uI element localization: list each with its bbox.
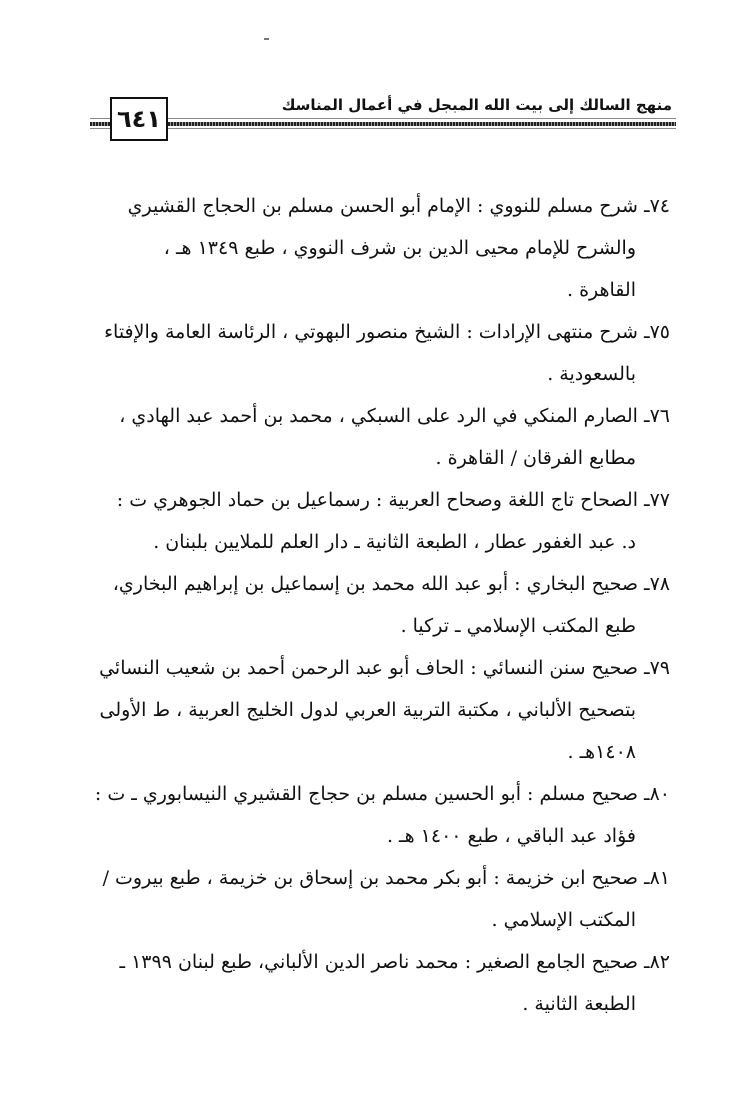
entry-line: ١٤٠٨هـ . — [567, 741, 636, 763]
bibliography-entry — [70, 479, 670, 563]
entry-line: ٨٠ـ صحيح مسلم : أبو الحسين مسلم بن حجاج القشيري النيسابوري ـ ت : — [94, 783, 670, 805]
bibliography-list — [70, 185, 670, 1025]
bibliography-entry — [70, 647, 670, 773]
entry-line: القاهرة . — [566, 279, 636, 301]
bibliography-entry — [70, 941, 670, 1025]
entry-line: والشرح للإمام محيى الدين بن شرف النووي ، طبع ١٣٤٩ هـ ، — [163, 237, 636, 259]
entry-line: بالسعودية . — [547, 363, 636, 385]
entry-line: ٧٩ـ صحيح سنن النسائي : الحاف أبو عبد الرحمن أحمد بن شعيب النسائي — [99, 657, 670, 679]
header-rule-top — [90, 118, 676, 119]
page-number: ٦٤١ — [117, 105, 161, 133]
entry-line: ٨٢ـ صحيح الجامع الصغير : محمد ناصر الدين الألباني، طبع لبنان ١٣٩٩ ـ — [119, 951, 670, 973]
bibliography-entry — [70, 563, 670, 647]
entry-line: ٧٦ـ الصارم المنكي في الرد على السبكي ، محمد بن أحمد عبد الهادي ، — [119, 405, 670, 427]
entry-line: ٧٧ـ الصحاح تاج اللغة وصحاح العربية : رسماعيل بن حماد الجوهري ت : — [116, 489, 670, 511]
entry-line: ٨١ـ صحيح ابن خزيمة : أبو بكر محمد بن إسحاق بن خزيمة ، طبع بيروت / — [102, 867, 670, 889]
entry-line: المكتب الإسلامي . — [491, 909, 636, 931]
bibliography-entry — [70, 857, 670, 941]
entry-line: فؤاد عبد الباقي ، طبع ١٤٠٠ هـ . — [386, 825, 636, 847]
entry-line: بتصحيح الألباني ، مكتبة التربية العربي لدول الخليج العربية ، ط الأولى — [99, 699, 636, 721]
bibliography-entry — [70, 311, 670, 395]
bibliography-entry — [70, 773, 670, 857]
header-rule-bottom — [90, 128, 676, 129]
entry-line: ٧٨ـ صحيح البخاري : أبو عبد الله محمد بن إسماعيل بن إبراهيم البخاري، — [112, 573, 670, 595]
bibliography-entry — [70, 185, 670, 311]
scan-speck — [264, 38, 269, 40]
header-rule-hatched — [90, 122, 676, 126]
entry-line: مطابع الفرقان / القاهرة . — [435, 447, 636, 469]
entry-line: ٧٥ـ شرح منتهى الإرادات : الشيخ منصور البهوتي ، الرئاسة العامة والإفتاء — [104, 321, 670, 343]
bibliography-entry — [70, 395, 670, 479]
entry-line: ٧٤ـ شرح مسلم للنووي : الإمام أبو الحسن مسلم بن الحجاج القشيري — [127, 195, 670, 217]
entry-line: د. عبد الغفور عطار ، الطبعة الثانية ـ دار العلم للملايين بلبنان . — [153, 531, 636, 553]
running-header-title: منهج السالك إلى بيت الله المبجل في أعمال المناسك — [281, 96, 672, 114]
entry-line: طبع المكتب الإسلامي ـ تركيا . — [400, 615, 636, 637]
page-number-box — [110, 97, 168, 141]
entry-line: الطبعة الثانية . — [522, 993, 636, 1015]
